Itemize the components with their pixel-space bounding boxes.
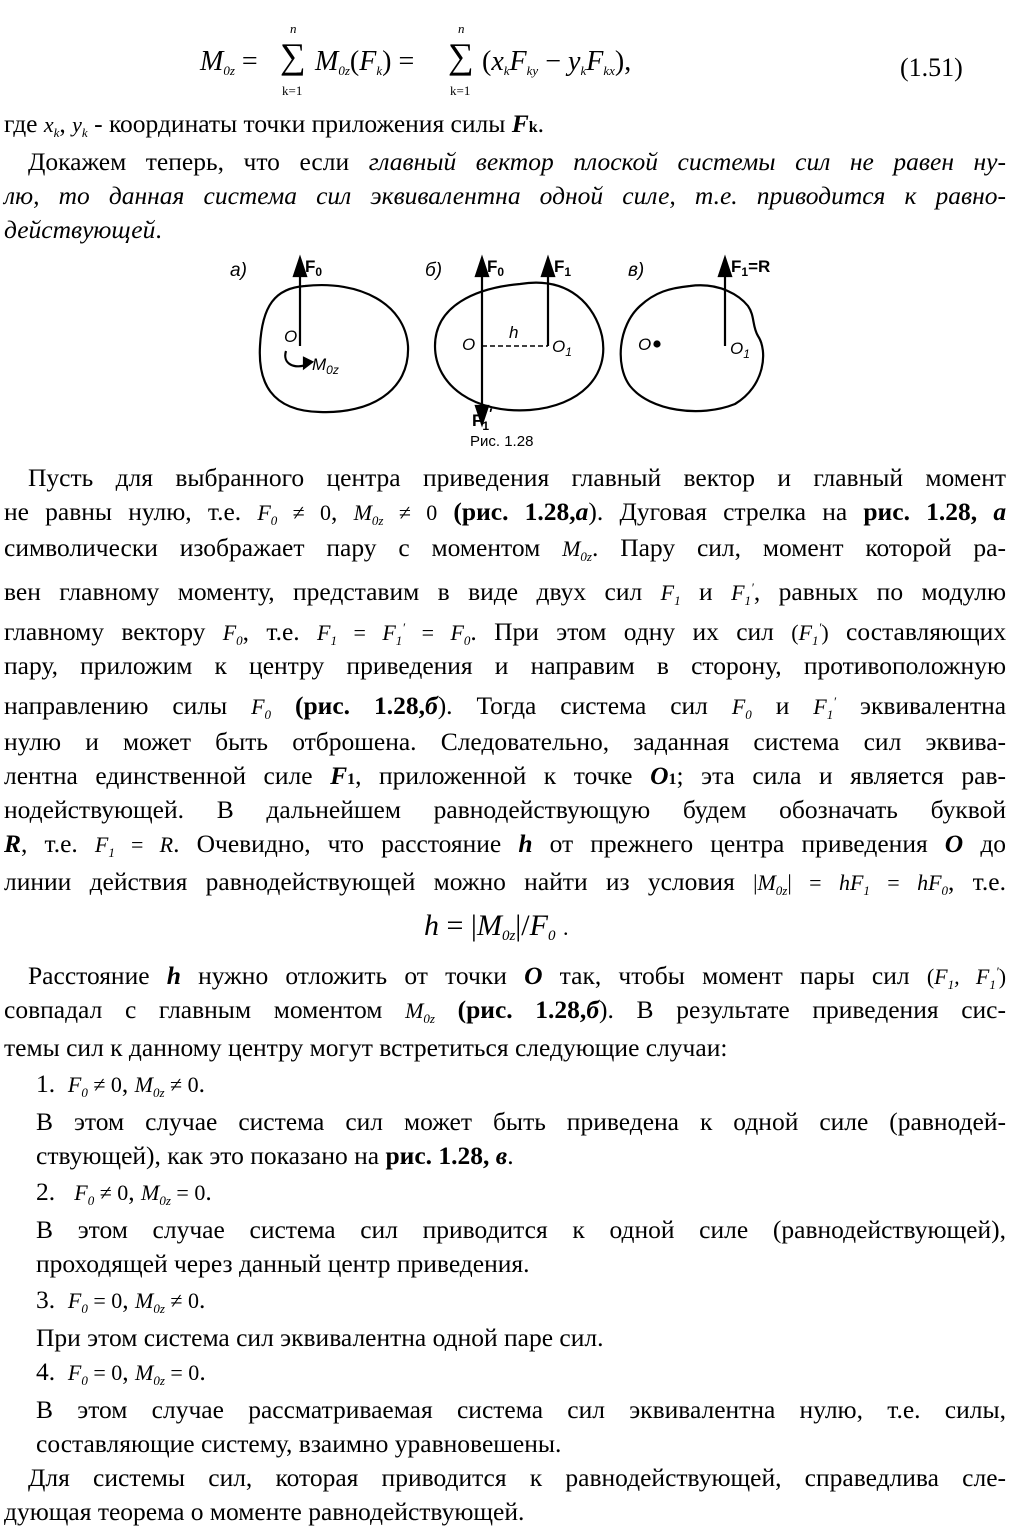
main-l12-eq: $|M_{0z}| = hF_1 = hF_0$ (753, 870, 949, 898)
figure-O-a: O (284, 327, 298, 346)
sum1-symbol: ∑ (280, 36, 306, 76)
eq-paren-open: ( (349, 46, 360, 77)
main-l3-M0z: $M_{0z}$ (562, 536, 592, 564)
eq-comma: , (624, 46, 632, 77)
dist-l2d: ). В результате приведения сис- (599, 995, 1006, 1024)
eq-minus: − (545, 46, 561, 77)
figure-O-b: O (462, 335, 476, 354)
main-l9c: , приложенной к точке (355, 761, 633, 790)
eq-Fx: F (586, 46, 604, 77)
prove-line-2: лю, то данная система сил эквивалентна одной силе, т.е. приводится к равно- (4, 181, 1006, 210)
eq-x: x (491, 46, 504, 77)
sum2-lower: k=1 (450, 83, 471, 98)
figure-F0-a: $F_0$ (305, 257, 323, 279)
eq-term2 (482, 44, 631, 88)
eq-paren2-close: ) (614, 46, 625, 77)
case-4-num: 4. (36, 1357, 56, 1386)
case-4-M0z: $M_{0z} = 0$ (135, 1360, 200, 1388)
figure-1-28 (220, 246, 800, 458)
main-line-10: нодействующей. В дальнейшем равнодействующую будем обозначать буквой (4, 795, 1006, 824)
case-1-num: 1. (36, 1069, 56, 1098)
body-a-outline (260, 285, 408, 412)
case-2-text-2: проходящей через данный центр приведения. (36, 1249, 530, 1278)
prove-line-1 (28, 144, 1006, 179)
main-l7-F1prime: $F_1'$ (813, 694, 837, 722)
sum2-upper: n (458, 21, 465, 36)
prove-l3-end: . (155, 215, 162, 244)
figure-label-c: в) (628, 260, 645, 281)
main-l11f: O (944, 829, 964, 858)
main-l2a: не равны нулю, т.е. (4, 497, 242, 526)
where-force: F (511, 109, 529, 138)
main-l7c: б (424, 691, 438, 720)
case-2-text-1: В этом случае система сил приводится к одной силе (равнодействующей), (36, 1215, 1006, 1244)
figure-part-b (435, 258, 603, 424)
main-l9-O1: O1 (650, 761, 677, 790)
case-1-header: 1. $F_0 \ne 0$, $M_{0z} \ne 0$. (36, 1069, 205, 1100)
prove-l1-italic: главный вектор плоской системы сил не равен ну- (368, 147, 1006, 176)
eq-term1-Fsub: k (376, 63, 383, 78)
main-l5-F0: $F_0$ (222, 620, 243, 648)
eq-term1-F: F (359, 46, 377, 77)
where-xsub: k (53, 125, 60, 140)
case-4-text-1: В этом случае рассматриваемая система сил эквивалентна нулю, т.е. силы, (36, 1395, 1006, 1424)
final-line-2: дующая теорема о моменте равнодействующей. (4, 1497, 525, 1526)
where-y: y (72, 112, 82, 137)
main-line-12 (4, 864, 1006, 908)
point-O-c (655, 342, 660, 347)
dist-l2a: совпадал с главным моментом (4, 995, 383, 1024)
prove-l1-plain: Докажем теперь, что если (28, 147, 350, 176)
main-l4b: и (699, 577, 713, 606)
figure-F1R-c: $F_1=R$ (731, 257, 771, 279)
force-R-c-head (719, 258, 731, 276)
main-l3a: символически изображает пару с моментом (4, 533, 541, 562)
main-l4a: вен главному моменту, представим в виде двух сил (4, 577, 643, 606)
dist-l1d: O (524, 961, 543, 990)
figure-part-a (260, 258, 408, 412)
main-l4-F1prime: $F_1'$ (731, 580, 754, 608)
eq-ysub: k (580, 63, 587, 78)
main-l7e: и (775, 691, 790, 720)
eq-equals-2: = (398, 46, 415, 77)
main-l2e: рис. 1.28, (863, 497, 978, 526)
eq-Fy: F (509, 46, 527, 77)
prove-l3-italic: действующей (4, 215, 156, 244)
main-l7a: направлению силы (4, 691, 228, 720)
main-line-1: Пусть для выбранного центра приведения главный вектор и главный момент (28, 463, 1006, 492)
eq-paren-close: ) (382, 46, 392, 77)
where-prefix: где (4, 109, 38, 138)
main-l7-F0: $F_0$ (251, 694, 272, 722)
main-l11b: , т.е. (21, 829, 78, 858)
case-1-M0z: $M_{0z} \ne 0$ (134, 1072, 199, 1100)
main-l4c: , равных по модулю (753, 577, 1007, 606)
case-3-text-1: При этом система сил эквивалентна одной паре сил. (36, 1323, 604, 1352)
eq-term1-sub: 0z (338, 63, 350, 78)
main-l2d: ). Дуговая стрелка на (588, 497, 848, 526)
main-l3b: . Пару сил, момент которой ра- (591, 533, 1006, 562)
case-3-F0: $F_0 = 0$ (67, 1288, 123, 1316)
moment-arrow-a (304, 358, 312, 368)
main-l5-F1prime: $(F_1')$ (791, 620, 829, 648)
case-4-header: 4. $F_0 = 0$, $M_{0z} = 0$. (36, 1357, 206, 1388)
force-F1-b-head (542, 258, 554, 276)
main-l4-F1: $F_1$ (660, 580, 681, 608)
case-4-F0: $F_0 = 0$ (67, 1360, 123, 1388)
main-l2c: а (575, 497, 589, 526)
eq-term1-M: M (315, 46, 339, 77)
figure-M0z-a: $M_{0z}$ (312, 355, 339, 377)
figure-O1-c: $O_1$ (730, 339, 750, 361)
figure-F0-b: $F_0$ (487, 257, 505, 279)
dist-l1b: h (166, 961, 181, 990)
main-l2-M0z: $M_{0z} \ne 0$ (353, 500, 438, 528)
sum1-lower: k=1 (282, 83, 303, 98)
main-line-6: пару, приложим к центру приведения и направим в сторону, противоположную (4, 651, 1006, 680)
eq-Fxsub: kx (603, 63, 615, 78)
figure-F1prime-b: $F_1'$ (472, 405, 493, 433)
eq-Fysub: ky (526, 63, 539, 78)
main-line-2: не равны нулю, т.е. $F_0 \ne 0$, $M_{0z} \ne 0$ (рис. 1.28,а). Дуговая стрелка на рис. 1.28, а (4, 497, 1007, 528)
main-l2-F0: $F_0 \ne 0$ (257, 500, 332, 528)
main-l11a: R (4, 829, 22, 858)
where-x: x (43, 112, 54, 137)
main-l12a: линии действия равнодействующей можно найти из условия (4, 867, 735, 896)
main-l11-eq: $F_1 = R$ (94, 832, 174, 860)
main-l7b: (рис. 1.28, (294, 691, 425, 720)
main-l11g: до (980, 829, 1007, 858)
where-text: - координаты точки приложения силы (94, 109, 506, 138)
case-1-t2a: ствующей), как это показано на (36, 1141, 380, 1170)
where-line: где xk, yk - координаты точки приложения силы Fk. (4, 109, 545, 140)
dist-l2-M0z: $M_{0z}$ (405, 998, 435, 1026)
dist-line-3: темы сил к данному центру могут встретиться следующие случаи: (4, 1033, 728, 1062)
body-b-outline (435, 283, 603, 411)
main-line-8: нулю и может быть отброшена. Следовательно, заданная система сил эквива- (4, 727, 1006, 756)
figure-caption: Рис. 1.28 (470, 433, 534, 450)
eq-term1 (315, 44, 414, 88)
case-2-num: 2. (36, 1177, 56, 1206)
main-l2b: (рис. 1.28, (453, 497, 576, 526)
main-l5c: . При этом одну их сил (470, 617, 774, 646)
case-2-M0z: $M_{0z} = 0$ (141, 1180, 206, 1208)
where-ysub: k (81, 125, 88, 140)
case-3-M0z: $M_{0z} \ne 0$ (135, 1288, 199, 1316)
final-line-1: Для системы сил, которая приводится к равнодействующей, справедлива сле- (28, 1463, 1006, 1492)
main-l9a: лентна единственной силе (4, 761, 313, 790)
sum1-upper: n (290, 21, 297, 36)
figure-O-c: O (638, 335, 652, 354)
eq-lhs-sub: 0z (223, 63, 235, 78)
main-l5a: главному вектору (4, 617, 206, 646)
main-l7d: ). Тогда система сил (437, 691, 708, 720)
case-1-t2d: . (507, 1141, 514, 1170)
where-end: . (537, 109, 545, 138)
main-l11d: h (518, 829, 533, 858)
figure-h-b: h (509, 323, 519, 342)
main-l11c: . Очевидно, что расстояние (173, 829, 502, 858)
case-3-header: 3. $F_0 = 0$, $M_{0z} \ne 0$. (36, 1285, 206, 1316)
dist-l2c: б (586, 995, 600, 1024)
eq-lhs: M (200, 46, 224, 77)
case-4-text-2: составляющие систему, взаимно уравновешены. (36, 1429, 562, 1458)
sum2-symbol: ∑ (448, 36, 474, 76)
dist-l1a: Расстояние (28, 961, 150, 990)
main-l9-F1: F1 (330, 761, 356, 790)
main-l5-eq: $F_1 = F_1' = F_0$ (317, 620, 471, 648)
case-1-text-2 (36, 1138, 1006, 1173)
main-l11e: от прежнего центра приведения (549, 829, 928, 858)
figure-label-b: б) (425, 260, 443, 281)
main-l2f: а (993, 497, 1007, 526)
case-1-F0: $F_0 \ne 0$ (67, 1072, 122, 1100)
case-3-num: 3. (36, 1285, 56, 1314)
dist-l2b: (рис. 1.28, (457, 995, 587, 1024)
h-formula: h = |M0z|/F0 . (424, 909, 569, 944)
figure-O1-b: $O_1$ (552, 337, 572, 359)
case-1-text-1: В этом случае система сил может быть приведена к одной силе (равнодей- (36, 1107, 1006, 1136)
case-1-t2c: в (495, 1141, 508, 1170)
main-l9e: ; эта сила и является рав- (676, 761, 1007, 790)
equation-number: (1.51) (900, 53, 963, 82)
case-1-t2b: рис. 1.28, (385, 1141, 490, 1170)
case-2-F0: $F_0 \ne 0$ (74, 1180, 129, 1208)
eq-xsub: k (503, 63, 510, 78)
main-l12b: , т.е. (948, 867, 1006, 896)
dist-l1e: так, чтобы момент пары сил (559, 961, 910, 990)
main-l7f: эквивалентна (860, 691, 1007, 720)
dist-l1c: нужно отложить от точки (198, 961, 507, 990)
prove-line-3 (4, 212, 162, 247)
main-l7-F0b: $F_0$ (731, 694, 752, 722)
dist-l1-pair: ($F_1$, $F_1'$) (926, 964, 1007, 992)
figure-F1-b: $F_1$ (554, 257, 572, 279)
eq-equals-1: = (241, 46, 258, 77)
eq-paren2-open: ( (482, 46, 492, 77)
where-force-sub: k (528, 119, 538, 136)
main-l5b: , т.е. (242, 617, 300, 646)
main-l5d: составляющих (846, 617, 1007, 646)
figure-label-a: а) (230, 260, 247, 281)
main-line-3 (4, 530, 1006, 574)
eq-y: y (568, 46, 581, 77)
case-2-header: 2. $F_0 \ne 0$, $M_{0z} = 0$. (36, 1177, 212, 1208)
